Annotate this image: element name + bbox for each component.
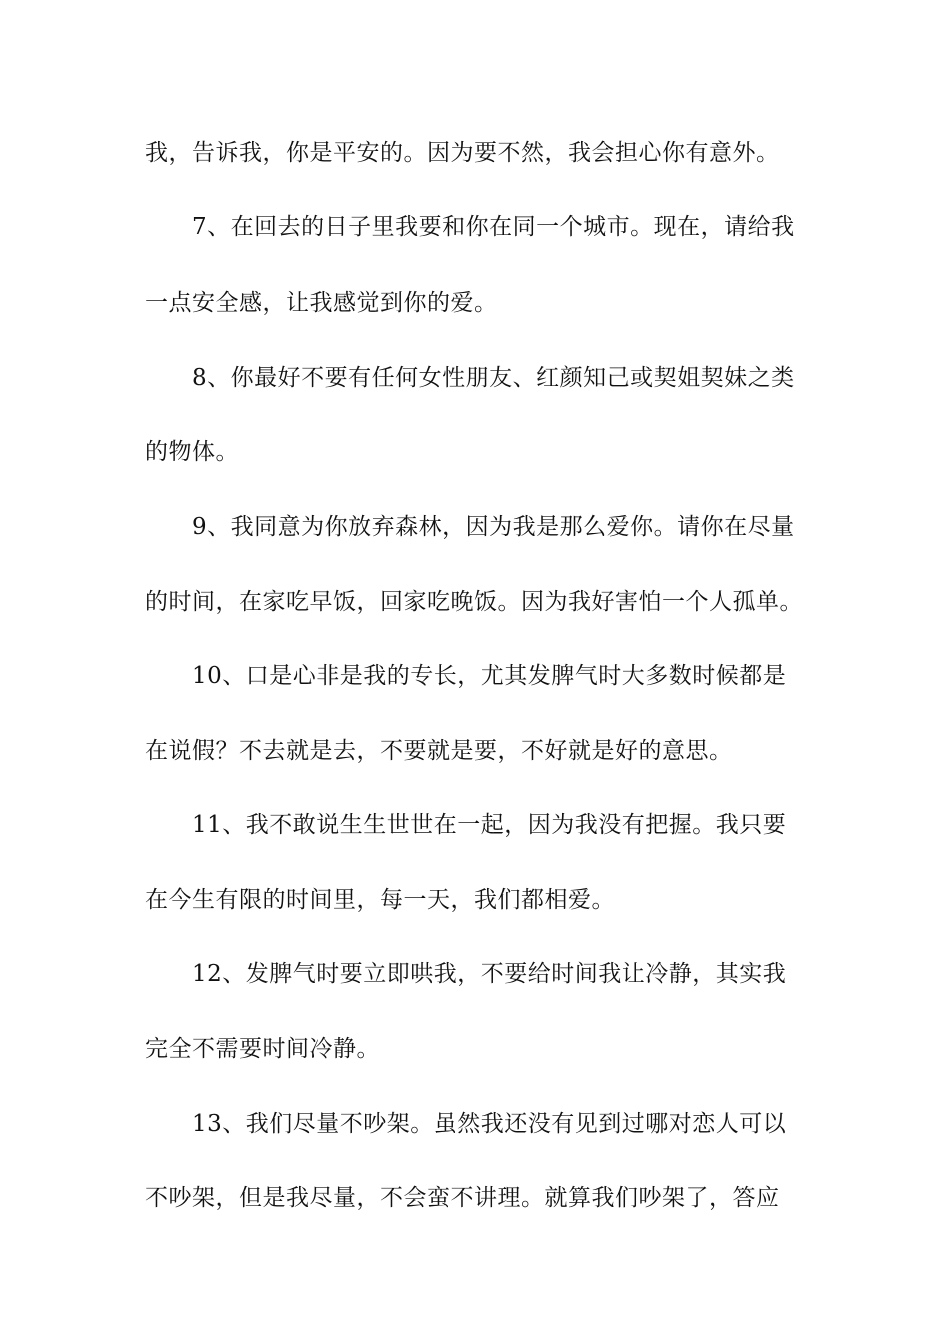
- paragraph-10-line-1: 10、口是心非是我的专长，尤其发脾气时大多数时候都是: [192, 663, 787, 689]
- paragraph-8-line-2: 的物体。: [145, 439, 239, 465]
- paragraph-7-line-2: 一点安全感，让我感觉到你的爱。: [145, 290, 498, 316]
- paragraph-11-line-1: 11、我不敢说生生世世在一起，因为我没有把握。我只要: [192, 812, 787, 838]
- paragraph-12-line-1: 12、发脾气时要立即哄我，不要给时间我让冷静，其实我: [192, 961, 787, 987]
- paragraph-13-line-1: 13、我们尽量不吵架。虽然我还没有见到过哪对恋人可以: [192, 1111, 787, 1137]
- paragraph-13-line-2: 不吵架，但是我尽量，不会蛮不讲理。就算我们吵架了，答应: [145, 1185, 780, 1211]
- paragraph-11-line-2: 在今生有限的时间里，每一天，我们都相爱。: [145, 887, 615, 913]
- paragraph-9-line-2: 的时间，在家吃早饭，回家吃晚饭。因为我好害怕一个人孤单。: [145, 589, 803, 615]
- paragraph-8-line-1: 8、你最好不要有任何女性朋友、红颜知己或契姐契妹之类: [192, 365, 795, 391]
- text-line: 我，告诉我，你是平安的。因为要不然，我会担心你有意外。: [145, 140, 780, 166]
- paragraph-10-line-2: 在说假？不去就是去，不要就是要，不好就是好的意思。: [145, 738, 733, 764]
- paragraph-7-line-1: 7、在回去的日子里我要和你在同一个城市。现在，请给我: [192, 214, 795, 240]
- paragraph-12-line-2: 完全不需要时间冷静。: [145, 1036, 380, 1062]
- paragraph-9-line-1: 9、我同意为你放弃森林，因为我是那么爱你。请你在尽量: [192, 514, 795, 540]
